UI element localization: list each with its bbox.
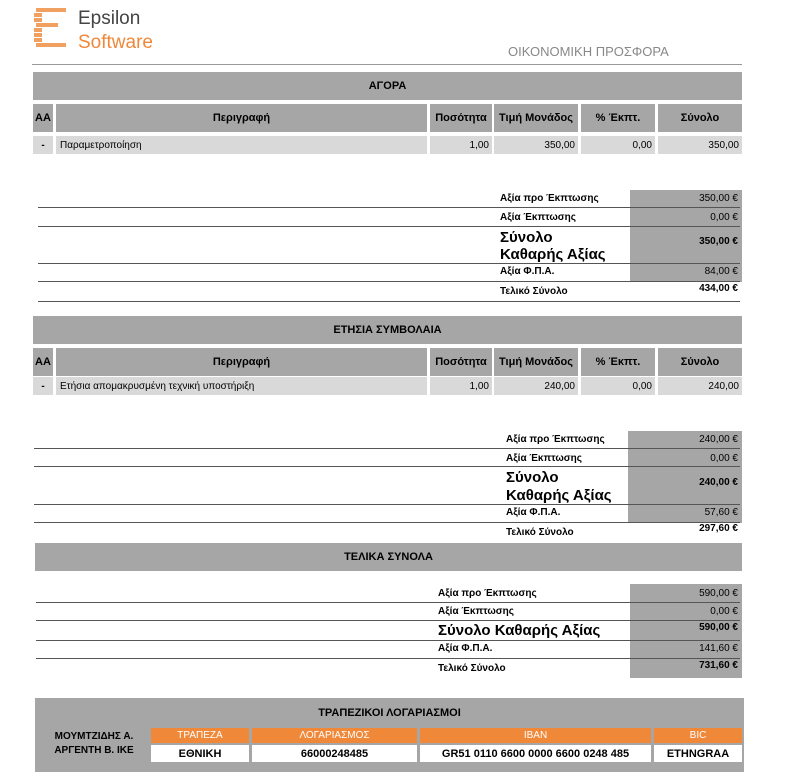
net-value-label: Σύνολο Καθαρής Αξίας [438,622,601,639]
pre-discount-label: Αξία προ Έκπτωσης [500,193,599,204]
col-discount: % Έκπτ. [581,348,655,376]
summary-divider [38,226,740,227]
net-value: 350,00 € [699,236,738,247]
company-logo [32,6,172,56]
bank-col-bic: BIC [654,728,742,743]
summary-divider [34,504,740,505]
table-row-unit-price: 240,00 [494,377,578,395]
table-row-aa: - [33,136,53,154]
net-value: 240,00 € [699,477,738,488]
col-description: Περιγραφή [56,348,427,376]
bank-col-iban: IBAN [420,728,651,743]
title-underline [32,64,742,65]
vat-label: Αξία Φ.Π.Α. [506,507,561,518]
bank-col-bank: ΤΡΑΠΕΖΑ [151,728,249,743]
company-name [40,730,148,758]
bank-row-iban: GR51 0110 6600 0000 6600 0248 485 [420,745,651,762]
col-unit-price: Τιμή Μονάδος [494,104,578,132]
bank-row-bic: ETHNGRAA [654,745,742,762]
section-header-final-totals: ΤΕΛΙΚΑ ΣΥΝΟΛΑ [35,543,742,571]
logo-text-epsilon: Epsilon [78,8,141,29]
net-value-label-line2: Καθαρής Αξίας [500,246,606,263]
table-row-discount: 0,00 [581,377,655,395]
table-row-quantity: 1,00 [430,136,492,154]
summary-divider [34,466,740,467]
col-total: Σύνολο [658,104,742,132]
epsilon-logo-icon [32,6,72,54]
pre-discount-label: Αξία προ Έκπτωσης [506,434,605,445]
col-quantity: Ποσότητα [430,348,492,376]
summary-divider [38,207,740,208]
pre-discount-value: 590,00 € [699,588,738,599]
final-total-value: 434,00 € [699,283,738,294]
final-total-value: 297,60 € [699,523,738,534]
pre-discount-value: 350,00 € [699,193,738,204]
bank-row-account: 66000248485 [252,745,417,762]
summary-divider [36,620,740,621]
vat-value: 141,60 € [699,643,738,654]
discount-value: 0,00 € [710,212,738,223]
col-discount: % Έκπτ. [581,104,655,132]
logo-text-software: Software [78,32,153,53]
col-description: Περιγραφή [56,104,427,132]
summary-divider [36,658,740,659]
net-value-label-line1: Σύνολο [506,469,559,486]
pre-discount-label: Αξία προ Έκπτωσης [438,588,537,599]
table-row-unit-price: 350,00 [494,136,578,154]
company-name-line2: ΑΡΓΕΝΤΗ Β. ΙΚΕ [54,745,134,756]
summary-divider [38,263,740,264]
vat-value: 57,60 € [704,507,738,518]
table-row-description: Ετήσια απομακρυσμένη τεχνική υποστήριξη [56,377,427,395]
summary-divider [34,448,740,449]
table-row-quantity: 1,00 [430,377,492,395]
net-value-label-line1: Σύνολο [500,229,553,246]
pre-discount-value: 240,00 € [699,434,738,445]
discount-label: Αξία Έκπτωσης [438,606,514,617]
summary-divider [36,602,740,603]
table-row-description: Παραμετροποίηση [56,136,427,154]
document-title: ΟΙΚΟΝΟΜΙΚΗ ΠΡΟΣΦΟΡΑ [508,44,669,59]
table-row-total: 240,00 [658,377,742,395]
company-name-line1: ΜΟΥΜΤΖΙΔΗΣ Α. [54,731,134,742]
final-total-value: 731,60 € [699,660,738,671]
discount-label: Αξία Έκπτωσης [500,212,576,223]
col-aa: AA [33,104,53,132]
summary-divider [38,301,740,302]
final-total-label: Τελικό Σύνολο [500,286,568,297]
net-value-label-line2: Καθαρής Αξίας [506,487,612,504]
table-row-total: 350,00 [658,136,742,154]
section-header-purchase: ΑΓΟΡΑ [33,72,742,100]
bank-row-bank: ΕΘΝΙΚΗ [151,745,249,762]
final-total-label: Τελικό Σύνολο [506,527,574,538]
summary-divider [38,281,740,282]
vat-label: Αξία Φ.Π.Α. [438,643,493,654]
col-quantity: Ποσότητα [430,104,492,132]
discount-value: 0,00 € [710,453,738,464]
final-total-label: Τελικό Σύνολο [438,663,506,674]
section-header-annual-contracts: ΕΤΗΣΙΑ ΣΥΜΒΟΛΑΙΑ [33,316,742,344]
discount-value: 0,00 € [710,606,738,617]
summary-divider [36,640,740,641]
table-row-aa: - [33,377,53,395]
discount-label: Αξία Έκπτωσης [506,453,582,464]
col-unit-price: Τιμή Μονάδος [494,348,578,376]
net-value: 590,00 € [699,622,738,633]
bank-col-account: ΛΟΓΑΡΙΑΣΜΟΣ [252,728,417,743]
bank-accounts-title: ΤΡΑΠΕΖΙΚΟΙ ΛΟΓΑΡΙΑΣΜΟΙ [318,707,461,719]
table-row-discount: 0,00 [581,136,655,154]
vat-label: Αξία Φ.Π.Α. [500,266,555,277]
col-aa: AA [33,348,53,376]
vat-value: 84,00 € [704,266,738,277]
col-total: Σύνολο [658,348,742,376]
